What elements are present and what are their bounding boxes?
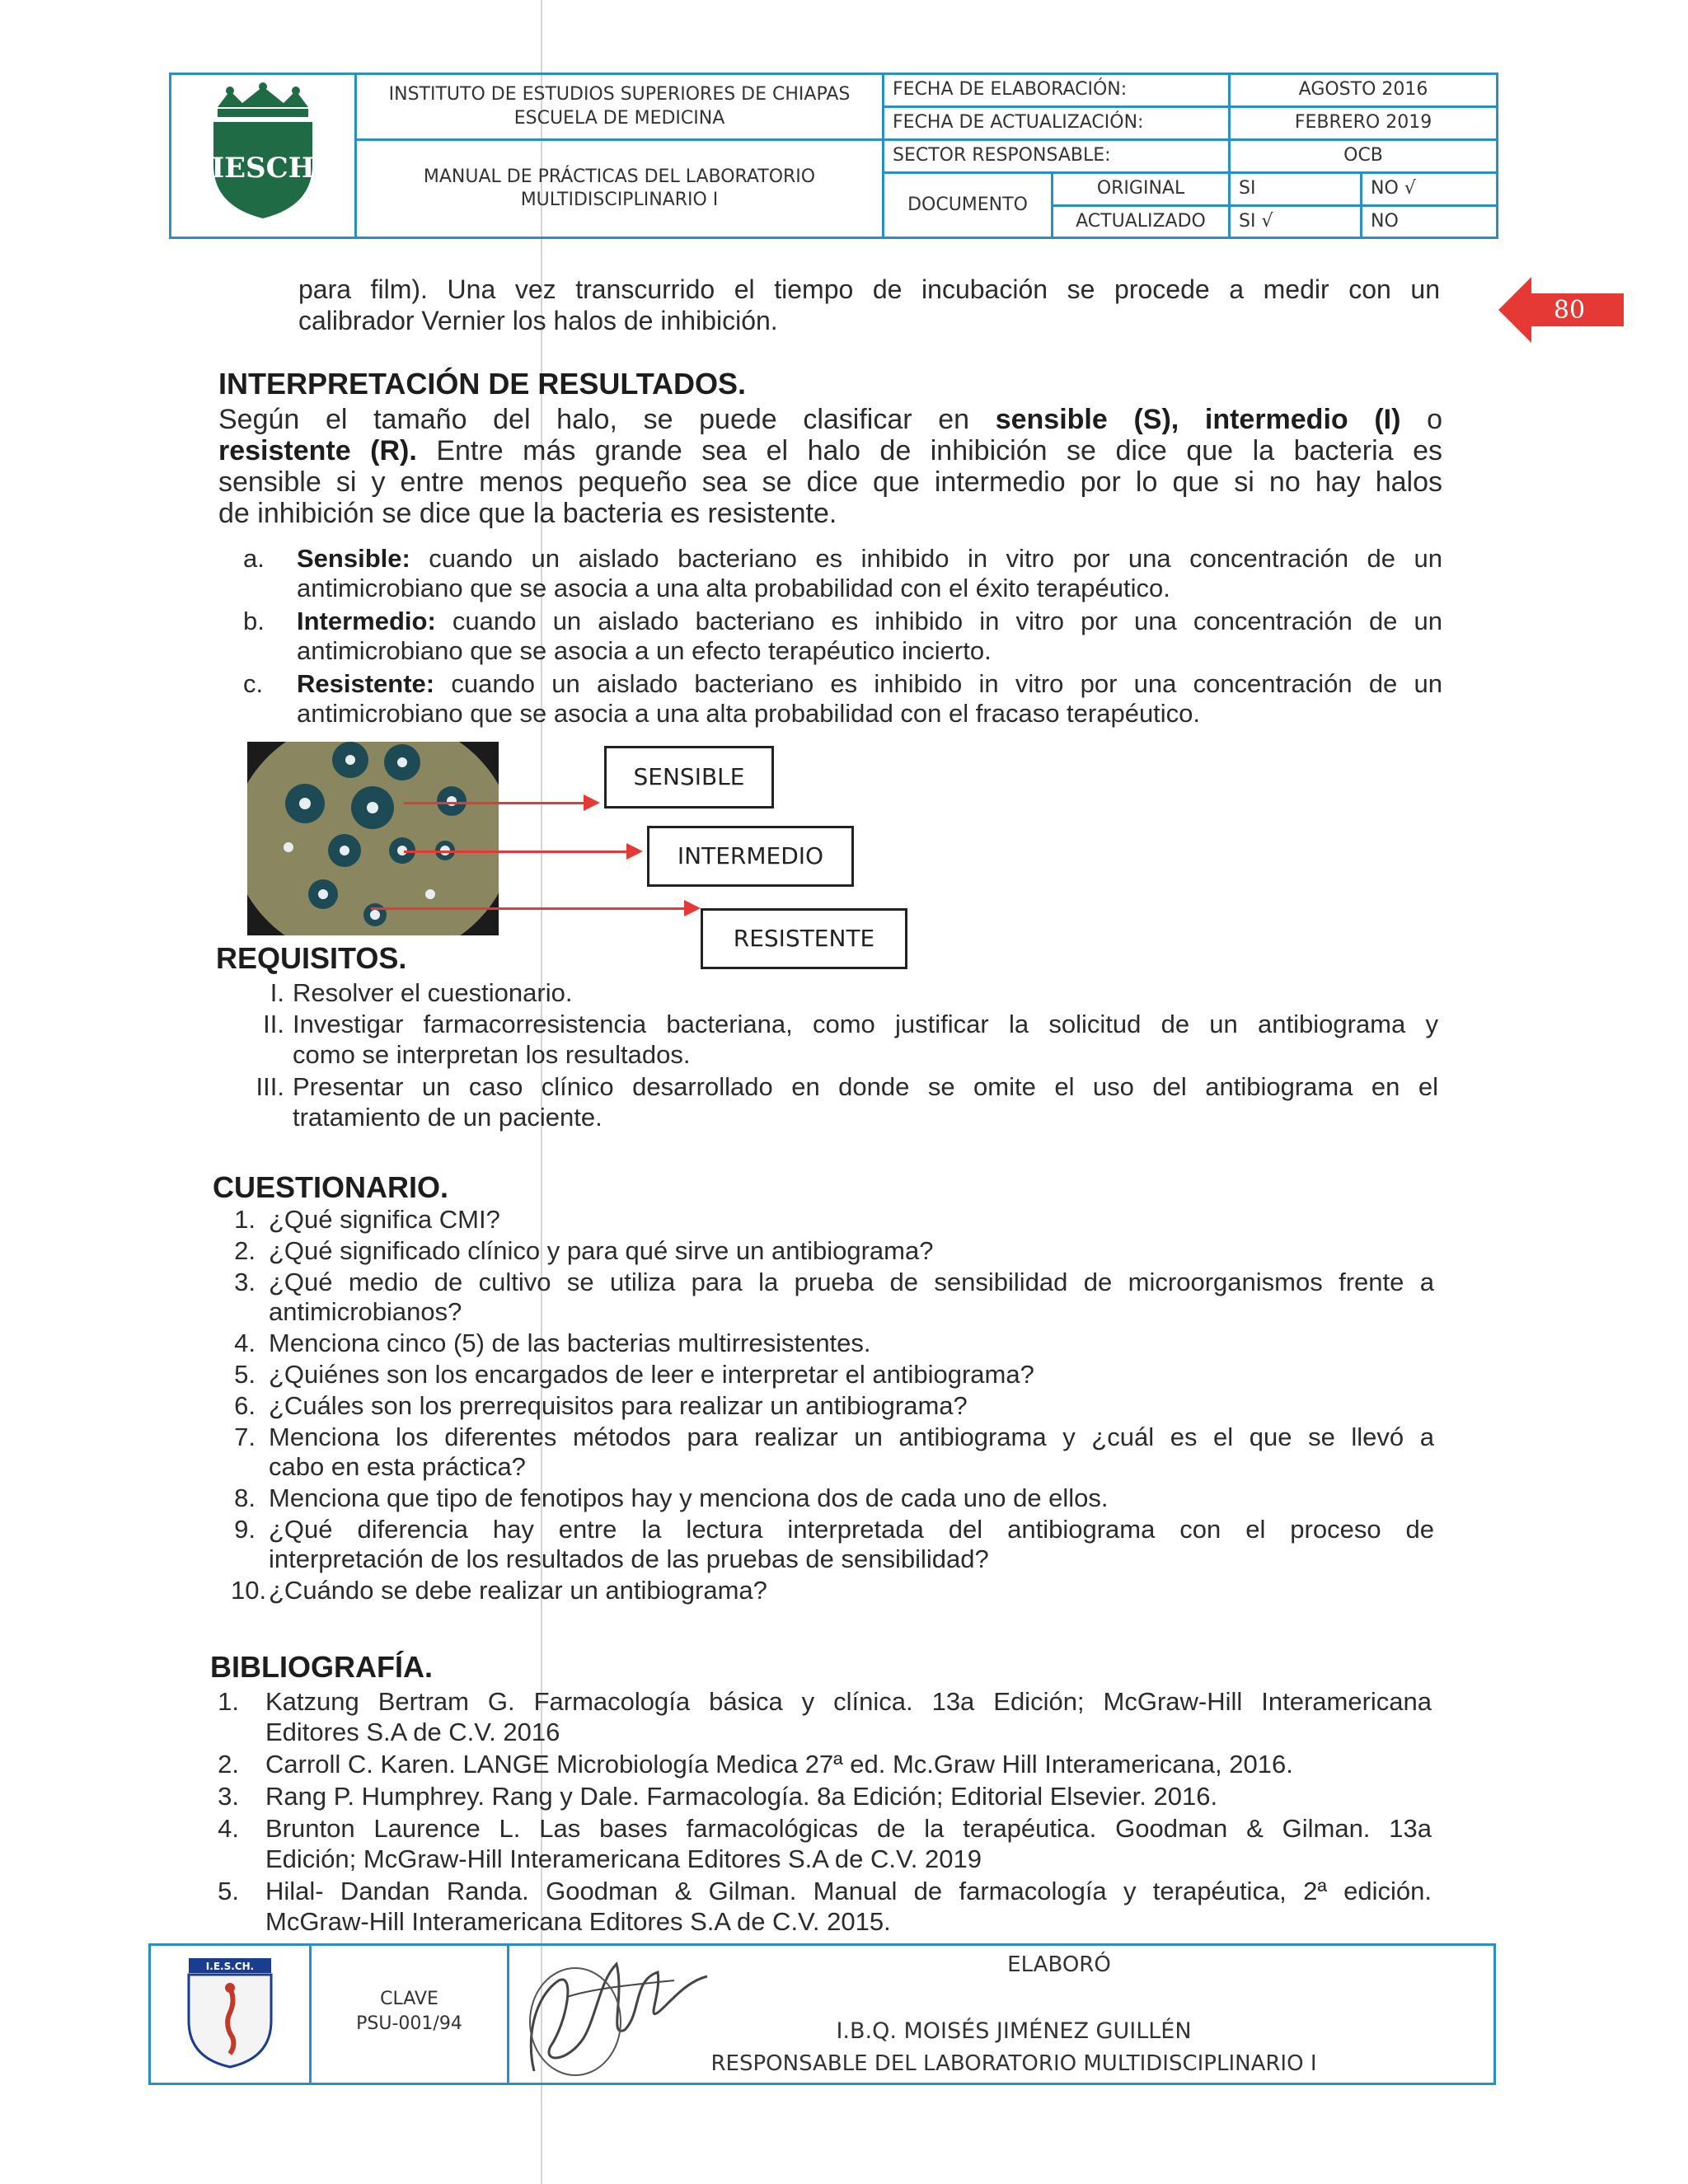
list-marker: a. xyxy=(243,544,265,573)
manual-title-line2: MULTIDISCIPLINARIO I xyxy=(520,190,719,211)
institution-logo xyxy=(171,74,356,238)
term: Intermedio: xyxy=(297,607,436,635)
list-marker: 6. xyxy=(234,1391,256,1420)
list-item xyxy=(216,1876,1432,1938)
item-text: ¿Qué significado clínico y para qué sirve un antibiograma? xyxy=(269,1236,934,1265)
footer-table xyxy=(148,1943,1496,2085)
actualizado-no: NO xyxy=(1362,205,1498,238)
list-marker: 8. xyxy=(234,1483,256,1512)
bibliografia-list xyxy=(216,1686,1432,1938)
requisito-text: Investigar farmacorresistencia bacteriana, como justificar la solicitud de un antibiograma y xyxy=(293,1010,1438,1038)
list-item xyxy=(231,1329,1434,1360)
label-resistente: RESISTENTE xyxy=(701,908,907,969)
item-text: Carroll C. Karen. LANGE Microbiología Medica 27ª ed. Mc.Graw Hill Interamericana, 2016. xyxy=(265,1750,1293,1779)
item-text: Menciona los diferentes métodos para realizar un antibiograma y ¿cuál es el que se llevó a xyxy=(269,1422,1434,1451)
definition-cont: antimicrobiano que se asocia a un efecto terapéutico incierto. xyxy=(297,636,992,665)
shield-emblem-icon xyxy=(185,1955,275,2070)
requisitos-list xyxy=(247,977,1438,1134)
intro-paragraph xyxy=(298,274,1440,336)
requisito-text-cont: como se interpretan los resultados. xyxy=(293,1040,691,1069)
fecha-elaboracion-value: AGOSTO 2016 xyxy=(1230,74,1498,107)
documento-label: DOCUMENTO xyxy=(884,173,1053,238)
definition: cuando un aislado bacteriano es inhibido in vitro por una concentración de un xyxy=(410,544,1442,573)
sector-value: OCB xyxy=(1230,140,1498,173)
manual-title-line1: MANUAL DE PRÁCTICAS DEL LABORATORIO xyxy=(423,166,816,187)
fecha-elaboracion-label: FECHA DE ELABORACIÓN: xyxy=(884,74,1230,107)
definition: cuando un aislado bacteriano es inhibido in vitro por una concentración de un xyxy=(435,607,1442,635)
list-item xyxy=(231,1236,1434,1268)
term: Sensible: xyxy=(297,544,410,573)
original-no: NO √ xyxy=(1362,173,1498,206)
antibiogram-plate-photo xyxy=(247,742,499,935)
item-text: Rang P. Humphrey. Rang y Dale. Farmacología. 8a Edición; Editorial Elsevier. 2016. xyxy=(265,1782,1218,1811)
original-label: ORIGINAL xyxy=(1053,173,1230,206)
item-text-cont: interpretación de los resultados de las pruebas de sensibilidad? xyxy=(269,1544,989,1573)
list-item xyxy=(243,544,1442,607)
page-number-marker xyxy=(1498,277,1624,343)
list-marker: 5. xyxy=(218,1877,239,1905)
list-item xyxy=(247,1071,1438,1134)
list-marker: 3. xyxy=(234,1268,256,1296)
item-text: ¿Qué medio de cultivo se utiliza para la prueba de sensibilidad de microorganismos frente a xyxy=(269,1268,1434,1296)
arrow-to-intermedio xyxy=(404,851,628,853)
responsable-name: I.B.Q. MOISÉS JIMÉNEZ GUILLÉN xyxy=(836,2018,1192,2044)
list-marker: 5. xyxy=(234,1360,256,1389)
list-marker: 1. xyxy=(218,1687,239,1716)
clave-value: PSU-001/94 xyxy=(356,2013,462,2034)
requisito-text: Resolver el cuestionario. xyxy=(293,978,573,1007)
interp-bold: resistente (R). xyxy=(218,435,417,466)
list-marker: I. xyxy=(270,978,284,1007)
arrow-to-sensible xyxy=(404,802,585,804)
actualizado-si: SI √ xyxy=(1230,205,1362,238)
list-marker: c. xyxy=(243,669,264,698)
interp-text: Entre más grande sea el halo de inhibición se dice que la bacteria es xyxy=(416,435,1442,466)
fecha-actualizacion-label: FECHA DE ACTUALIZACIÓN: xyxy=(884,107,1230,140)
actualizado-label: ACTUALIZADO xyxy=(1053,205,1230,238)
list-item xyxy=(216,1781,1432,1813)
header-table xyxy=(169,73,1498,239)
list-marker: 7. xyxy=(234,1422,256,1451)
elaboro-cell xyxy=(509,1945,1495,2084)
list-item xyxy=(216,1686,1432,1749)
manual-title-cell xyxy=(356,140,884,238)
item-text: Menciona cinco (5) de las bacterias multirresistentes. xyxy=(269,1329,871,1357)
clave-label: CLAVE xyxy=(380,1989,438,2009)
intro-line1: para film). Una vez transcurrido el tiempo de incubación se procede a medir con un xyxy=(298,274,1440,304)
list-marker: b. xyxy=(243,607,265,635)
footer-logo-cell xyxy=(150,1945,311,2084)
item-text: Katzung Bertram G. Farmacología básica y clínica. 13a Edición; McGraw-Hill Interamericana xyxy=(265,1687,1432,1716)
list-item xyxy=(231,1268,1434,1329)
list-item xyxy=(231,1576,1434,1607)
arrow-head-icon xyxy=(684,900,701,916)
list-marker: 4. xyxy=(218,1814,239,1843)
label-intermedio: INTERMEDIO xyxy=(647,826,854,887)
item-text-cont: antimicrobianos? xyxy=(269,1297,462,1326)
list-item xyxy=(243,669,1442,732)
arrow-head-icon xyxy=(626,843,643,860)
interpretacion-list xyxy=(243,544,1442,732)
institution-name: INSTITUTO DE ESTUDIOS SUPERIORES DE CHIAPAS xyxy=(388,83,851,105)
item-text: Brunton Laurence L. Las bases farmacológicas de la terapéutica. Goodman & Gilman. 13a xyxy=(265,1814,1432,1843)
list-item xyxy=(231,1205,1434,1236)
section-title-bibliografia: BIBLIOGRAFÍA. xyxy=(210,1650,433,1684)
item-text-cont: Editores S.A de C.V. 2016 xyxy=(265,1718,560,1746)
requisito-text-cont: tratamiento de un paciente. xyxy=(293,1103,603,1132)
item-text-cont: Edición; McGraw-Hill Interamericana Editores S.A de C.V. 2019 xyxy=(265,1844,982,1873)
label-sensible: SENSIBLE xyxy=(604,746,774,808)
list-item xyxy=(231,1483,1434,1515)
list-item xyxy=(231,1422,1434,1483)
list-marker: 2. xyxy=(218,1750,239,1779)
list-item xyxy=(243,607,1442,669)
list-item xyxy=(247,1009,1438,1071)
item-text-cont: McGraw-Hill Interamericana Editores S.A de C.V. 2015. xyxy=(265,1907,891,1936)
requisito-text: Presentar un caso clínico desarrollado en donde se omite el uso del antibiograma en el xyxy=(293,1072,1438,1101)
item-text: Menciona que tipo de fenotipos hay y menciona dos de cada uno de ellos. xyxy=(269,1483,1109,1512)
intro-line2: calibrador Vernier los halos de inhibición. xyxy=(298,306,778,335)
original-si: SI xyxy=(1230,173,1362,206)
section-title-requisitos: REQUISITOS. xyxy=(216,941,407,975)
list-item xyxy=(216,1749,1432,1781)
list-item xyxy=(231,1360,1434,1391)
fecha-actualizacion-value: FEBRERO 2019 xyxy=(1230,107,1498,140)
interp-text: Según el tamaño del halo, se puede clasificar en xyxy=(218,404,996,435)
section-title-cuestionario: CUESTIONARIO. xyxy=(213,1170,449,1204)
section-title-interpretacion: INTERPRETACIÓN DE RESULTADOS. xyxy=(218,367,747,401)
list-marker: 2. xyxy=(234,1236,256,1265)
page-number: 80 xyxy=(1553,296,1586,325)
interp-line3: sensible si y entre menos pequeño sea se dice que intermedio por lo que si no hay halos xyxy=(218,466,1442,498)
list-item xyxy=(216,1813,1432,1876)
elaboro-label: ELABORÓ xyxy=(1007,1952,1111,1977)
list-marker: 4. xyxy=(234,1329,256,1357)
svg-text:IESCH: IESCH xyxy=(211,151,315,185)
list-item xyxy=(231,1515,1434,1576)
item-text: ¿Cuáles son los prerrequisitos para realizar un antibiograma? xyxy=(269,1391,968,1420)
definition-cont: antimicrobiano que se asocia a una alta probabilidad con el fracaso terapéutico. xyxy=(297,699,1201,728)
item-text: ¿Quiénes son los encargados de leer e interpretar el antibiograma? xyxy=(269,1360,1034,1389)
list-item xyxy=(231,1391,1434,1422)
list-marker: 9. xyxy=(234,1515,256,1544)
item-text: ¿Cuándo se debe realizar un antibiograma? xyxy=(269,1576,767,1605)
definition-cont: antimicrobiano que se asocia a una alta probabilidad con el éxito terapéutico. xyxy=(297,574,1170,602)
item-text: ¿Qué significa CMI? xyxy=(269,1205,500,1234)
cuestionario-list xyxy=(231,1205,1434,1607)
list-marker: 1. xyxy=(234,1205,256,1234)
school-name: ESCUELA DE MEDICINA xyxy=(513,107,725,129)
interpretacion-paragraph xyxy=(218,404,1442,529)
item-text: ¿Qué diferencia hay entre la lectura interpretada del antibiograma con el proceso de xyxy=(269,1515,1434,1544)
arrow-head-icon xyxy=(584,794,600,811)
interp-line4: de inhibición se dice que la bacteria es resistente. xyxy=(218,498,837,529)
list-marker: II. xyxy=(263,1010,284,1038)
interp-bold: sensible (S), intermedio (I) xyxy=(995,404,1401,435)
crown-shield-icon xyxy=(197,82,329,223)
definition: cuando un aislado bacteriano es inhibido in vitro por una concentración de un xyxy=(434,669,1442,698)
responsable-role: RESPONSABLE DEL LABORATORIO MULTIDISCIPLINARIO I xyxy=(710,2051,1317,2076)
list-marker: III. xyxy=(256,1072,284,1101)
institution-name-cell xyxy=(356,74,884,140)
list-marker: 10. xyxy=(231,1576,267,1605)
term: Resistente: xyxy=(297,669,435,698)
list-marker: 3. xyxy=(218,1782,239,1811)
clave-cell xyxy=(311,1945,509,2084)
item-text: Hilal- Dandan Randa. Goodman & Gilman. Manual de farmacología y terapéutica, 2ª edición. xyxy=(265,1877,1432,1905)
svg-text:I.E.S.CH.: I.E.S.CH. xyxy=(205,1961,255,1972)
list-item xyxy=(247,977,1438,1009)
sector-label: SECTOR RESPONSABLE: xyxy=(884,140,1230,173)
arrow-to-resistente xyxy=(371,907,687,910)
item-text-cont: cabo en esta práctica? xyxy=(269,1452,526,1481)
interp-text: o xyxy=(1400,404,1442,435)
